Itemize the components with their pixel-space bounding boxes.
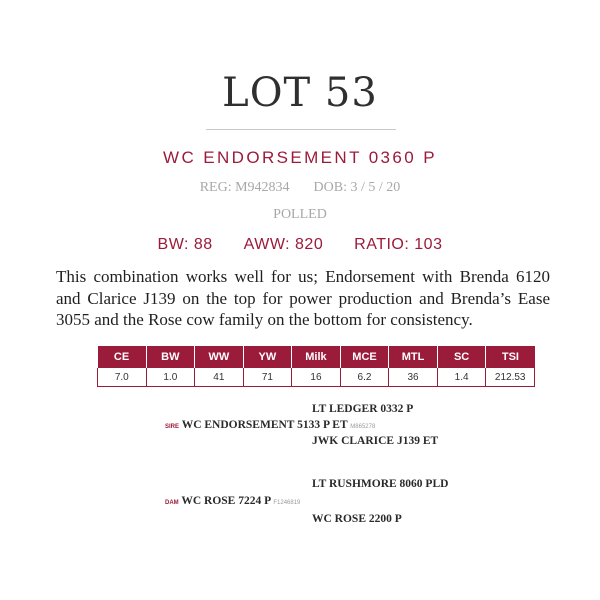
- epd-value-sc: 1.4: [437, 368, 486, 387]
- epd-value-tsi: 212.53: [486, 368, 535, 387]
- epd-header-mtl: MTL: [389, 346, 438, 368]
- sire-tag: SIRE: [165, 424, 180, 430]
- pedigree-dam: WC ROSE 7224 P: [181, 495, 271, 507]
- epd-header-ww: WW: [195, 346, 244, 368]
- epd-header-row: [98, 346, 535, 368]
- registration-line: [0, 180, 600, 196]
- birth-weight: BW: 88: [157, 236, 213, 253]
- sire-registration: M865278: [350, 424, 376, 430]
- pedigree-dam-dam: WC ROSE 2200 P: [312, 513, 402, 525]
- date-of-birth: DOB: 3 / 5 / 20: [313, 180, 401, 195]
- weaning-ratio: RATIO: 103: [354, 236, 443, 253]
- epd-header-mce: MCE: [340, 346, 389, 368]
- title-divider: [206, 129, 396, 130]
- pedigree-sire-line: [165, 419, 375, 431]
- registration-number: REG: M942834: [199, 180, 290, 195]
- polled-label: POLLED: [273, 207, 327, 222]
- epd-header-yw: YW: [243, 346, 292, 368]
- dam-tag: DAM: [165, 500, 179, 506]
- pedigree-sire: WC ENDORSEMENT 5133 P ET: [181, 419, 348, 431]
- epd-value-row: [98, 368, 535, 387]
- epd-value-bw: 1.0: [146, 368, 195, 387]
- adjusted-weaning-weight: AWW: 820: [243, 236, 324, 253]
- bull-name: WC ENDORSEMENT 0360 P: [163, 148, 437, 167]
- epd-header-milk: Milk: [292, 346, 341, 368]
- epd-header-bw: BW: [146, 346, 195, 368]
- epd-value-mtl: 36: [389, 368, 438, 387]
- dam-registration: F1246819: [273, 500, 301, 506]
- epd-value-mce: 6.2: [340, 368, 389, 387]
- epd-header-tsi: TSI: [486, 346, 535, 368]
- pedigree-sire-dam: JWK CLARICE J139 ET: [312, 435, 439, 447]
- pedigree-dam-sire: LT RUSHMORE 8060 PLD: [312, 478, 449, 490]
- performance-stats: [0, 236, 600, 254]
- epd-value-milk: 16: [292, 368, 341, 387]
- epd-table: [97, 346, 535, 387]
- lot-description: This combination works well for us; Endorsement with Brenda 6120 and Clarice J139 on the top for power production and Brenda’s Ease 3055 and the Rose cow family on the bottom for consistency.: [56, 267, 550, 329]
- epd-value-ce: 7.0: [98, 368, 147, 387]
- pedigree-sire-sire: LT LEDGER 0332 P: [312, 403, 414, 415]
- epd-value-ww: 41: [195, 368, 244, 387]
- pedigree-dam-line: [165, 495, 300, 507]
- epd-header-ce: CE: [98, 346, 147, 368]
- lot-title: LOT 53: [222, 70, 378, 116]
- epd-value-yw: 71: [243, 368, 292, 387]
- epd-header-sc: SC: [437, 346, 486, 368]
